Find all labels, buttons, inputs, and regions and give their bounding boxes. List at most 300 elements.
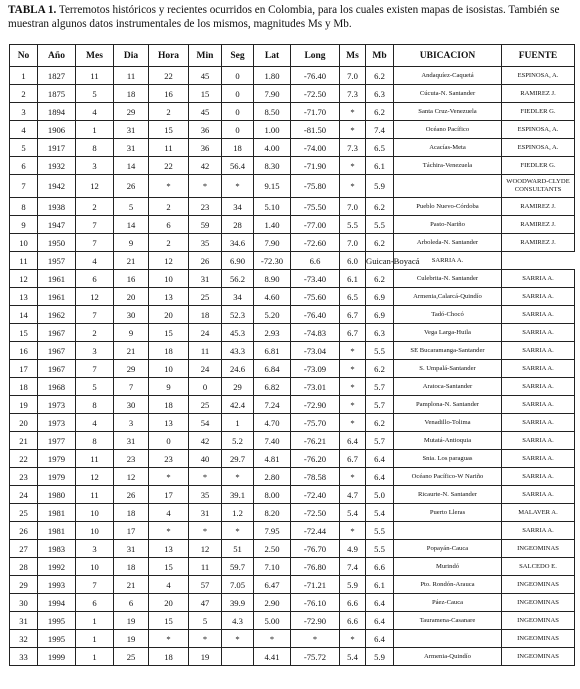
table-cell: 8.30: [254, 157, 291, 175]
table-row: [10, 540, 575, 558]
table-cell: *: [222, 468, 254, 486]
table-cell: 5.20: [254, 306, 291, 324]
table-row: [10, 324, 575, 342]
table-cell: 4.81: [254, 450, 291, 468]
table-row: [10, 270, 575, 288]
table-cell: 45.3: [222, 324, 254, 342]
table-cell: 26: [114, 175, 149, 198]
table-cell: 7.40: [254, 432, 291, 450]
table-cell: Santa Cruz-Venezuela: [394, 103, 502, 121]
table-cell: *: [340, 414, 366, 432]
table-cell: 6: [76, 270, 114, 288]
table-cell: *: [222, 522, 254, 540]
table-cell: 7.3: [340, 85, 366, 103]
table-cell: *: [340, 468, 366, 486]
table-cell: -81.50: [291, 121, 340, 139]
table-cell: 13: [149, 288, 189, 306]
table-cell: Puerto Lleras: [394, 504, 502, 522]
table-cell: -72.90: [291, 612, 340, 630]
table-cell: 1979: [38, 450, 76, 468]
table-cell: 5.5: [340, 216, 366, 234]
table-cell: 13: [149, 540, 189, 558]
table-cell: 7: [76, 360, 114, 378]
table-cell: 0: [222, 67, 254, 85]
table-cell: 4: [76, 103, 114, 121]
table-cell: 1957: [38, 252, 76, 270]
table-cell: FIEDLER G.: [502, 157, 575, 175]
table-cell: *: [340, 121, 366, 139]
table-cell: 12: [76, 288, 114, 306]
table-cell: -73.40: [291, 270, 340, 288]
table-cell: 31: [114, 121, 149, 139]
table-cell: 17: [149, 486, 189, 504]
table-cell: 11: [149, 139, 189, 157]
table-cell: 1961: [38, 270, 76, 288]
table-cell: Venadillo-Tolima: [394, 414, 502, 432]
caption-label: TABLA 1.: [8, 4, 57, 16]
table-cell: 51: [222, 540, 254, 558]
table-cell: 11: [10, 252, 38, 270]
table-cell: 42: [189, 432, 222, 450]
table-cell: 39.1: [222, 486, 254, 504]
table-row: [10, 432, 575, 450]
column-header: No: [10, 45, 38, 67]
table-cell: 2: [149, 103, 189, 121]
table-cell: 18: [149, 396, 189, 414]
table-cell: 6.2: [366, 198, 394, 216]
table-caption: [8, 3, 574, 31]
table-cell: Andaquíez-Caquetá: [394, 67, 502, 85]
table-cell: -73.09: [291, 360, 340, 378]
table-cell: INGEOMINAS: [502, 594, 575, 612]
table-cell: 8.00: [254, 486, 291, 504]
table-cell: 5.7: [366, 378, 394, 396]
table-cell: RAMIREZ J.: [502, 234, 575, 252]
table-cell: 35: [189, 486, 222, 504]
table-row: [10, 450, 575, 468]
table-cell: 1981: [38, 522, 76, 540]
table-cell: 5.7: [366, 432, 394, 450]
table-cell: [394, 175, 502, 198]
table-cell: 23: [114, 450, 149, 468]
table-cell: 8.90: [254, 270, 291, 288]
table-cell: 5.2: [222, 432, 254, 450]
table-cell: 5: [76, 85, 114, 103]
table-cell: 2.50: [254, 540, 291, 558]
table-cell: 8: [10, 198, 38, 216]
table-cell: 1995: [38, 630, 76, 648]
table-cell: 1981: [38, 504, 76, 522]
table-cell: 35: [189, 234, 222, 252]
table-row: [10, 157, 575, 175]
table-cell: SARRIA A.: [502, 270, 575, 288]
table-cell: 6.5: [340, 288, 366, 306]
table-cell: 21: [114, 252, 149, 270]
table-cell: 4.7: [340, 486, 366, 504]
table-cell: ESPINOSA, A.: [502, 67, 575, 85]
table-cell: 23: [189, 198, 222, 216]
table-cell: Aratoca-Santander: [394, 378, 502, 396]
table-cell: 16: [114, 270, 149, 288]
table-row: [10, 234, 575, 252]
table-cell: 3: [114, 414, 149, 432]
table-cell: *: [189, 522, 222, 540]
table-cell: ESPINOSA, A.: [502, 121, 575, 139]
table-cell: 9.15: [254, 175, 291, 198]
table-row: [10, 594, 575, 612]
table-cell: 28: [222, 216, 254, 234]
table-cell: INGEOMINAS: [502, 648, 575, 666]
table-cell: 20: [149, 306, 189, 324]
table-cell: 1.2: [222, 504, 254, 522]
table-cell: 4: [149, 576, 189, 594]
table-cell: Snia. Los paraguas: [394, 450, 502, 468]
table-cell: SARRIA A.: [502, 324, 575, 342]
table-cell: 27: [10, 540, 38, 558]
table-cell: 14: [114, 157, 149, 175]
table-cell: -76.80: [291, 558, 340, 576]
table-row: [10, 342, 575, 360]
table-cell: 1.40: [254, 216, 291, 234]
table-cell: 6.3: [366, 85, 394, 103]
table-cell: 2: [10, 85, 38, 103]
table-cell: 30: [114, 396, 149, 414]
table-cell: 7.10: [254, 558, 291, 576]
table-cell: RAMIREZ J.: [502, 216, 575, 234]
table-cell: -76.21: [291, 432, 340, 450]
table-cell: INGEOMINAS: [502, 612, 575, 630]
table-cell: 6.4: [366, 594, 394, 612]
table-cell: [222, 648, 254, 666]
table-cell: RAMIREZ J.: [502, 85, 575, 103]
table-cell: 6.1: [366, 157, 394, 175]
table-cell: SARRIA A.: [502, 288, 575, 306]
table-cell: -76.20: [291, 450, 340, 468]
table-cell: -72.60: [291, 234, 340, 252]
table-row: [10, 504, 575, 522]
table-cell: -71.90: [291, 157, 340, 175]
table-cell: 17: [10, 360, 38, 378]
table-row: [10, 612, 575, 630]
earthquake-table: [9, 44, 575, 666]
column-header: Min: [189, 45, 222, 67]
table-cell: 45: [189, 67, 222, 85]
table-cell: SARRIA A.: [502, 522, 575, 540]
table-cell: 8: [76, 139, 114, 157]
table-cell: 45: [189, 103, 222, 121]
table-cell: 10: [76, 522, 114, 540]
table-cell: 5.5: [366, 216, 394, 234]
table-cell: 5.7: [366, 396, 394, 414]
table-cell: 11: [189, 558, 222, 576]
table-cell: *: [340, 360, 366, 378]
table-cell: 0: [222, 103, 254, 121]
table-cell: 19: [189, 648, 222, 666]
table-cell: 6.0: [340, 252, 366, 270]
table-cell: *: [189, 468, 222, 486]
table-cell: -71.21: [291, 576, 340, 594]
table-cell: 2: [76, 198, 114, 216]
table-cell: 31: [189, 270, 222, 288]
table-cell: 8.50: [254, 103, 291, 121]
table-cell: Culebrita-N. Santander: [394, 270, 502, 288]
table-cell: 4.60: [254, 288, 291, 306]
column-header: Año: [38, 45, 76, 67]
table-cell: Guican-Boyacá: [366, 252, 394, 270]
table-cell: 21: [114, 342, 149, 360]
table-cell: 1917: [38, 139, 76, 157]
table-cell: *: [340, 342, 366, 360]
table-cell: Cúcuta-N. Santander: [394, 85, 502, 103]
table-cell: 7: [10, 175, 38, 198]
table-cell: 25: [114, 648, 149, 666]
table-cell: 11: [114, 67, 149, 85]
table-cell: 18: [114, 85, 149, 103]
table-cell: 6.2: [366, 103, 394, 121]
table-cell: 11: [76, 450, 114, 468]
table-cell: 1: [76, 630, 114, 648]
table-row: [10, 378, 575, 396]
table-cell: 6: [10, 157, 38, 175]
column-header: Dia: [114, 45, 149, 67]
table-cell: -76.10: [291, 594, 340, 612]
table-cell: -75.80: [291, 175, 340, 198]
table-cell: 15: [149, 324, 189, 342]
table-cell: 31: [10, 612, 38, 630]
table-cell: 36: [189, 139, 222, 157]
table-cell: 8.20: [254, 504, 291, 522]
column-header: Ms: [340, 45, 366, 67]
table-cell: *: [149, 522, 189, 540]
table-cell: 1827: [38, 67, 76, 85]
table-body: [10, 67, 575, 666]
table-cell: -72.44: [291, 522, 340, 540]
table-cell: *: [189, 175, 222, 198]
table-cell: 5.4: [340, 504, 366, 522]
table-cell: 8: [76, 396, 114, 414]
table-cell: *: [340, 157, 366, 175]
table-cell: -72.50: [291, 504, 340, 522]
table-cell: 15: [189, 85, 222, 103]
table-cell: 1.00: [254, 121, 291, 139]
table-cell: 5.9: [366, 175, 394, 198]
table-cell: 2.90: [254, 594, 291, 612]
table-cell: -74.00: [291, 139, 340, 157]
table-cell: 15: [10, 324, 38, 342]
table-cell: 2: [149, 234, 189, 252]
table-cell: 1906: [38, 121, 76, 139]
table-cell: 6.9: [366, 288, 394, 306]
table-cell: -76.40: [291, 306, 340, 324]
table-cell: SARRIA A.: [502, 342, 575, 360]
table-cell: 18: [149, 648, 189, 666]
table-row: [10, 630, 575, 648]
table-cell: [394, 522, 502, 540]
table-cell: 5.4: [340, 648, 366, 666]
table-cell: SARRIA A.: [502, 450, 575, 468]
table-cell: 1973: [38, 414, 76, 432]
table-cell: -73.01: [291, 378, 340, 396]
table-cell: -72.30: [254, 252, 291, 270]
table-cell: 1932: [38, 157, 76, 175]
table-cell: *: [149, 630, 189, 648]
table-cell: 29.7: [222, 450, 254, 468]
table-cell: *: [291, 630, 340, 648]
table-cell: 1973: [38, 396, 76, 414]
table-cell: Armenia,Calarcá-Quindío: [394, 288, 502, 306]
table-cell: 6.6: [340, 594, 366, 612]
table-cell: 15: [149, 558, 189, 576]
table-cell: 11: [189, 342, 222, 360]
table-cell: *: [222, 175, 254, 198]
table-cell: 1962: [38, 306, 76, 324]
table-cell: 6.7: [340, 306, 366, 324]
table-cell: 26: [189, 252, 222, 270]
table-cell: WOODWARD-CLYDE CONSULTANTS: [502, 175, 575, 198]
table-row: [10, 486, 575, 504]
table-cell: 6.47: [254, 576, 291, 594]
table-cell: 1942: [38, 175, 76, 198]
table-cell: 22: [149, 157, 189, 175]
table-cell: 7.05: [222, 576, 254, 594]
table-cell: 6.6: [366, 558, 394, 576]
table-cell: 0: [222, 121, 254, 139]
table-cell: 5: [189, 612, 222, 630]
table-cell: 1947: [38, 216, 76, 234]
table-row: [10, 522, 575, 540]
table-cell: 36: [189, 121, 222, 139]
table-cell: -72.90: [291, 396, 340, 414]
table-cell: -72.40: [291, 486, 340, 504]
table-cell: 6.82: [254, 378, 291, 396]
table-cell: 7.0: [340, 234, 366, 252]
table-cell: 47: [189, 594, 222, 612]
table-cell: 2: [149, 198, 189, 216]
table-cell: 24: [10, 486, 38, 504]
table-cell: 34: [222, 198, 254, 216]
table-cell: 18: [149, 342, 189, 360]
table-cell: 7.95: [254, 522, 291, 540]
table-cell: 2.80: [254, 468, 291, 486]
table-cell: 1979: [38, 468, 76, 486]
table-cell: 0: [189, 378, 222, 396]
table-cell: 18: [189, 306, 222, 324]
table-row: [10, 288, 575, 306]
table-cell: 31: [114, 432, 149, 450]
table-cell: 7: [114, 378, 149, 396]
table-cell: 4: [149, 504, 189, 522]
table-cell: 1: [10, 67, 38, 85]
table-cell: 16: [149, 85, 189, 103]
table-cell: 21: [114, 576, 149, 594]
table-row: [10, 414, 575, 432]
table-cell: SARRIA A.: [502, 432, 575, 450]
table-cell: -77.00: [291, 216, 340, 234]
table-cell: 4.70: [254, 414, 291, 432]
table-cell: 6: [114, 594, 149, 612]
table-cell: 7: [76, 234, 114, 252]
table-cell: 19: [114, 612, 149, 630]
table-cell: 5.9: [366, 648, 394, 666]
table-cell: 1.80: [254, 67, 291, 85]
table-cell: S. Umpalá-Santander: [394, 360, 502, 378]
table-cell: 25: [189, 396, 222, 414]
table-cell: 9: [114, 234, 149, 252]
table-row: [10, 360, 575, 378]
table-row: [10, 216, 575, 234]
table-cell: 1992: [38, 558, 76, 576]
table-cell: 6.81: [254, 342, 291, 360]
column-header: Mes: [76, 45, 114, 67]
table-cell: *: [340, 175, 366, 198]
table-cell: 12: [10, 270, 38, 288]
table-cell: 12: [149, 252, 189, 270]
table-cell: *: [149, 175, 189, 198]
table-cell: SARRIA A.: [502, 396, 575, 414]
table-cell: 21: [10, 432, 38, 450]
table-cell: 31: [114, 540, 149, 558]
table-cell: 1994: [38, 594, 76, 612]
table-cell: Vega Larga-Huila: [394, 324, 502, 342]
table-cell: 24.6: [222, 360, 254, 378]
table-row: [10, 139, 575, 157]
table-cell: *: [254, 630, 291, 648]
table-cell: SARRIA A.: [394, 252, 502, 270]
table-cell: 6.1: [340, 270, 366, 288]
table-cell: 7.3: [340, 139, 366, 157]
table-cell: 29: [10, 576, 38, 594]
table-cell: 4.9: [340, 540, 366, 558]
table-cell: 19: [10, 396, 38, 414]
table-cell: 1: [76, 121, 114, 139]
table-cell: Tadó-Chocó: [394, 306, 502, 324]
table-cell: 6.7: [340, 450, 366, 468]
table-cell: SARRIA A.: [502, 486, 575, 504]
table-cell: 1950: [38, 234, 76, 252]
table-cell: 29: [222, 378, 254, 396]
table-cell: -72.50: [291, 85, 340, 103]
table-cell: 13: [149, 414, 189, 432]
table-cell: 4: [10, 121, 38, 139]
table-cell: *: [149, 468, 189, 486]
table-cell: Mutatá-Antioquia: [394, 432, 502, 450]
table-cell: 5.4: [366, 504, 394, 522]
table-cell: 14: [114, 216, 149, 234]
header-row: [10, 45, 575, 67]
table-cell: 54: [189, 414, 222, 432]
table-cell: SARRIA A.: [502, 468, 575, 486]
table-cell: 11: [76, 67, 114, 85]
table-cell: 6.4: [366, 612, 394, 630]
table-cell: Páez-Cauca: [394, 594, 502, 612]
table-cell: 19: [114, 630, 149, 648]
table-cell: 5.5: [366, 522, 394, 540]
table-cell: Tauramena-Casanare: [394, 612, 502, 630]
table-cell: 14: [10, 306, 38, 324]
table-cell: Pto. Rondón-Arauca: [394, 576, 502, 594]
table-cell: 1: [222, 414, 254, 432]
table-cell: 56.2: [222, 270, 254, 288]
table-cell: Pamplona-N. Santander: [394, 396, 502, 414]
table-cell: 1875: [38, 85, 76, 103]
table-cell: 5.5: [366, 540, 394, 558]
table-cell: 30: [114, 306, 149, 324]
table-cell: ESPINOSA, A.: [502, 139, 575, 157]
table-cell: 5.00: [254, 612, 291, 630]
column-header: FUENTE: [502, 45, 575, 67]
table-cell: 7.4: [340, 558, 366, 576]
table-cell: -75.70: [291, 414, 340, 432]
